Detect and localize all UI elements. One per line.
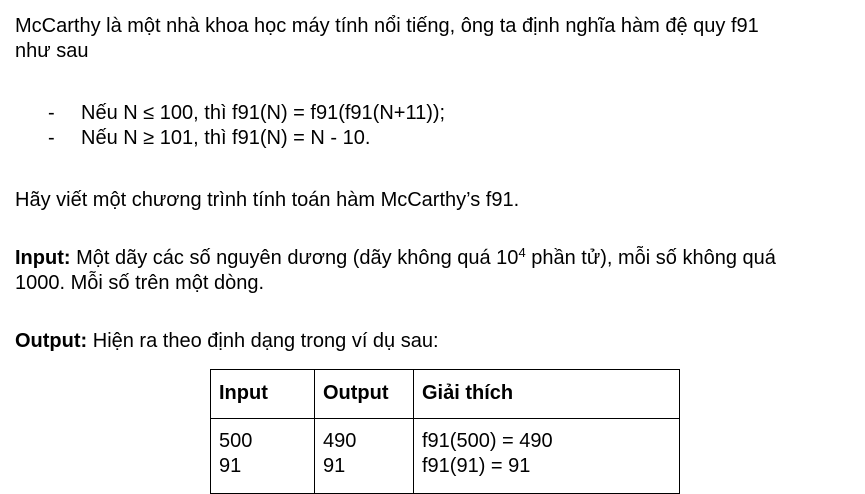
input-value: 500 xyxy=(219,430,253,452)
intro-line-2: như sau xyxy=(15,40,89,62)
explanation-value: f91(500) = 490 xyxy=(422,430,553,452)
output-spec-text: Hiện ra theo định dạng trong ví dụ sau: xyxy=(87,330,439,352)
example-table xyxy=(210,369,680,494)
rule-text: Nếu N ≥ 101, thì f91(N) = N - 10. xyxy=(81,127,371,149)
input-spec-paragraph xyxy=(15,246,865,296)
cell-output xyxy=(315,419,414,494)
input-label: Input: xyxy=(15,247,71,269)
rule-dash: - xyxy=(48,102,55,124)
cell-explanation xyxy=(414,419,680,494)
rule-text: Nếu N ≤ 100, thì f91(N) = f91(f91(N+11)); xyxy=(81,102,446,124)
intro-paragraph xyxy=(15,14,865,64)
intro-line-1: McCarthy là một nhà khoa học máy tính nổi tiếng, ông ta định nghĩa hàm đệ quy f91 xyxy=(15,15,759,37)
table-header-row xyxy=(211,370,680,419)
explanation-value: f91(91) = 91 xyxy=(422,455,531,477)
input-spec-text-1: Một dãy các số nguyên dương (dãy không quá 10 xyxy=(70,247,519,269)
output-value: 91 xyxy=(323,455,346,477)
task-paragraph: Hãy viết một chương trình tính toán hàm McCarthy’s f91. xyxy=(15,189,520,211)
output-value: 490 xyxy=(323,430,357,452)
rule-item xyxy=(15,126,865,151)
output-spec-paragraph xyxy=(15,329,865,354)
output-label: Output: xyxy=(15,330,88,352)
table-row xyxy=(211,419,680,494)
header-input: Input xyxy=(211,370,315,419)
cell-input xyxy=(211,419,315,494)
input-value: 91 xyxy=(219,455,242,477)
header-explanation: Giải thích xyxy=(414,370,680,419)
rules-list xyxy=(15,101,865,151)
input-spec-exponent: 4 xyxy=(518,245,526,260)
input-spec-text-2: phần tử), mỗi số không quá xyxy=(525,247,776,269)
rule-item xyxy=(15,101,865,126)
input-spec-text-3: 1000. Mỗi số trên một dòng. xyxy=(15,272,265,294)
header-output: Output xyxy=(315,370,414,419)
rule-dash: - xyxy=(48,127,55,149)
